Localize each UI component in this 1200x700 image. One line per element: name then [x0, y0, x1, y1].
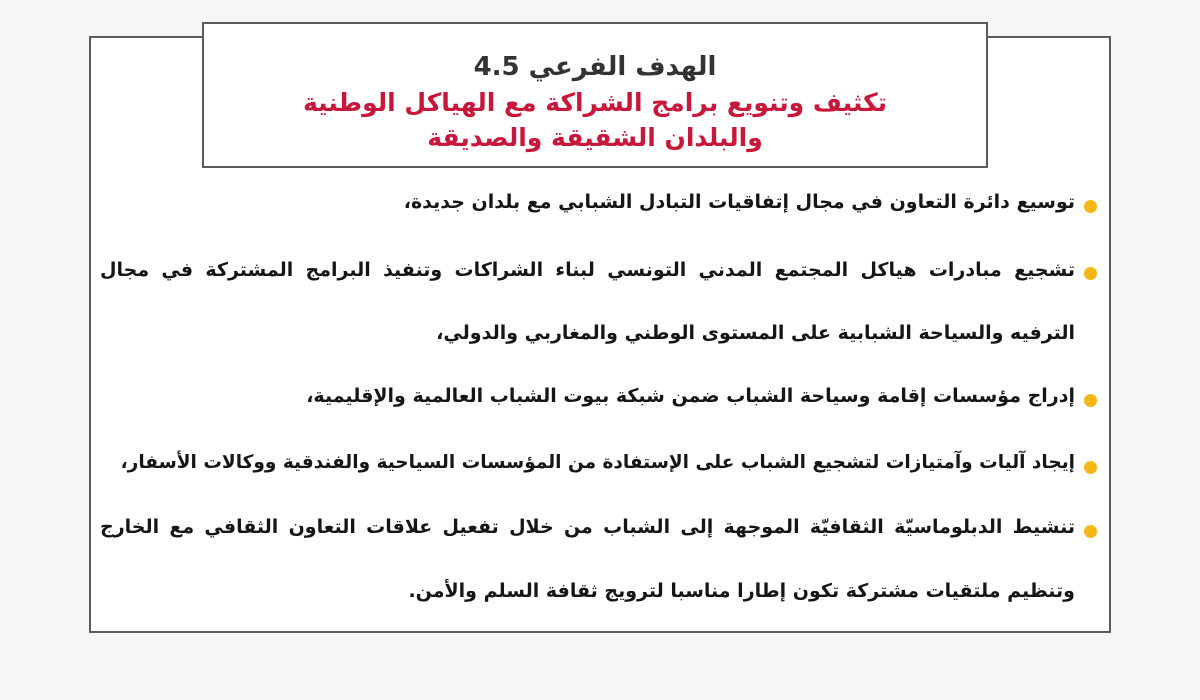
list-item: [100, 255, 1097, 348]
list-item: [100, 512, 1097, 606]
list-item: [100, 381, 1097, 411]
list-item-text: توسيع دائرة التعاون في مجال إتفاقيات التبادل الشبابي مع بلدان جديدة،: [403, 191, 1075, 213]
title-box: [202, 22, 988, 168]
list-item: [100, 187, 1097, 217]
bullet-dot-icon: [1084, 525, 1097, 538]
bullet-dot-icon: [1084, 267, 1097, 280]
list-item-text: تنشيط الدبلوماسيّة الثقافيّة الموجهة إلى الشباب من خلال تفعيل علاقات التعاون الثقافي مع الخارج: [100, 516, 1075, 538]
page-subtitle-line-2: والبلدان الشقيقة والصديقة: [427, 123, 763, 152]
list-item-text-continued: وتنظيم ملتقيات مشتركة تكون إطارا مناسبا لترويج ثقافة السلم والأمن.: [408, 580, 1075, 602]
list-item-text-continued: الترفيه والسياحة الشبابية على المستوى الوطني والمغاربي والدولي،: [436, 322, 1075, 344]
list-item-text: إدراج مؤسسات إقامة وسياحة الشباب ضمن شبكة بيوت الشباب العالمية والإقليمية،: [306, 385, 1075, 407]
list-item-text: إيجاد آليات وآمتيازات لتشجيع الشباب على الإستفادة من المؤسسات السياحية والفندقية ووكالات الأسفار،: [120, 452, 1075, 473]
list-item-text: تشجيع مبادرات هياكل المجتمع المدني التونسي لبناء الشراكات وتنفيذ البرامج المشتركة في مجال: [100, 259, 1075, 281]
page-title: الهدف الفرعي 4.5: [473, 52, 717, 82]
bullet-dot-icon: [1084, 200, 1097, 213]
list-item: [100, 448, 1097, 478]
bullet-dot-icon: [1084, 394, 1097, 407]
page-subtitle-line-1: تكثيف وتنويع برامج الشراكة مع الهياكل الوطنية: [302, 88, 888, 117]
bullet-dot-icon: [1084, 461, 1097, 474]
